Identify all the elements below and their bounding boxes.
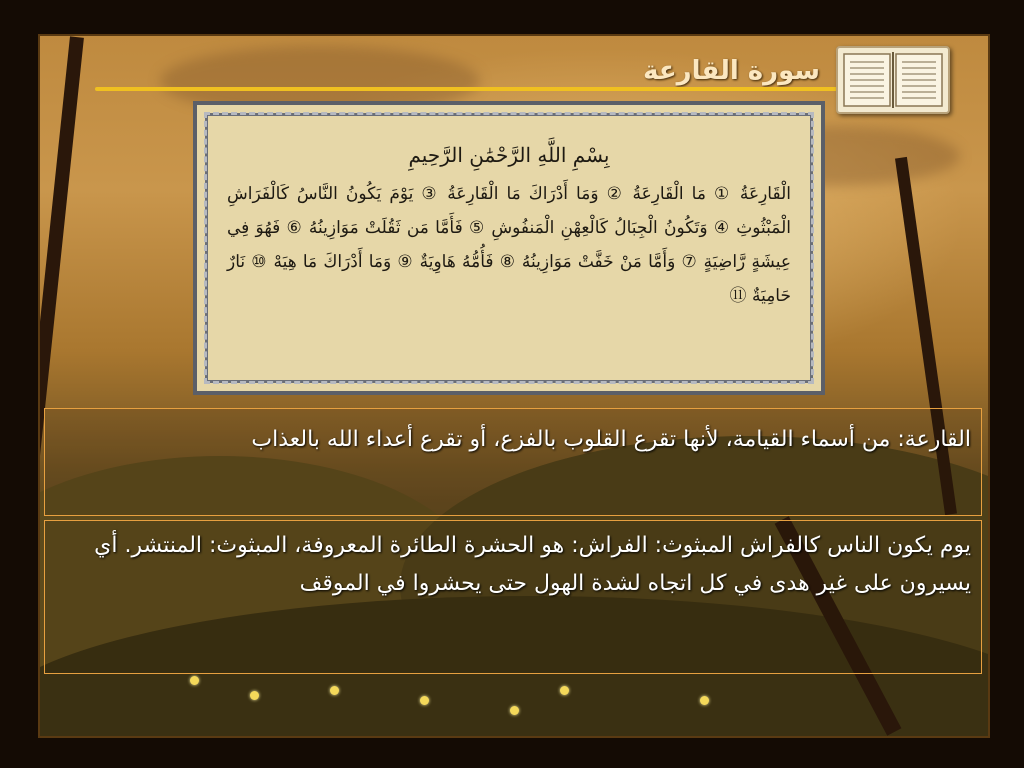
bismillah-text: بِسْمِ اللَّهِ الرَّحْمَٰنِ الرَّحِيمِ — [408, 143, 610, 167]
background-flower — [420, 696, 429, 705]
surah-verses-text: الْقَارِعَةُ ① مَا الْقَارِعَةُ ② وَمَا أَدْرَاكَ مَا الْقَارِعَةُ ③ يَوْمَ يَكُونُ النَّاسُ كَالْفَرَاشِ الْمَبْثُوثِ ④ وَتَكُونُ الْجِبَالُ كَالْعِهْنِ الْمَنفُوشِ ⑤ فَأَمَّا مَن ثَقُلَتْ مَوَازِينُهُ ⑥ فَهُوَ فِي عِيشَةٍ رَّاضِيَةٍ ⑦ وَأَمَّا مَنْ خَفَّتْ مَوَازِينُهُ ⑧ فَأُمُّهُ هَاوِيَةٌ ⑨ وَمَا أَدْرَاكَ مَا هِيَهْ ⑩ نَارٌ حَامِيَةٌ ⑪ — [227, 184, 791, 306]
background-tree — [38, 36, 84, 455]
slide — [38, 34, 990, 738]
background-flower — [250, 691, 259, 700]
quran-verse-panel — [193, 101, 825, 395]
explanation-box-1 — [44, 408, 982, 516]
slide-title: سورة القارعة — [643, 56, 820, 86]
open-book-icon-graphic — [838, 48, 948, 112]
open-book-icon — [836, 46, 950, 114]
title-underline — [95, 87, 840, 91]
explanation-text-1: القارعة: من أسماء القيامة، لأنها تقرع القلوب بالفزع، أو تقرع أعداء الله بالعذاب — [251, 427, 971, 452]
background-flower — [700, 696, 709, 705]
background-flower — [330, 686, 339, 695]
background-flower — [190, 676, 199, 685]
background-flower — [560, 686, 569, 695]
explanation-text-2: يوم يكون الناس كالفراش المبثوث: الفراش: هو الحشرة الطائرة المعروفة، المبثوث: المنتشر. أي يسيرون على غير هدى في كل اتجاه لشدة الهول حتى يحشروا في الموقف — [94, 533, 971, 596]
background-flower — [510, 706, 519, 715]
explanation-box-2 — [44, 520, 982, 674]
